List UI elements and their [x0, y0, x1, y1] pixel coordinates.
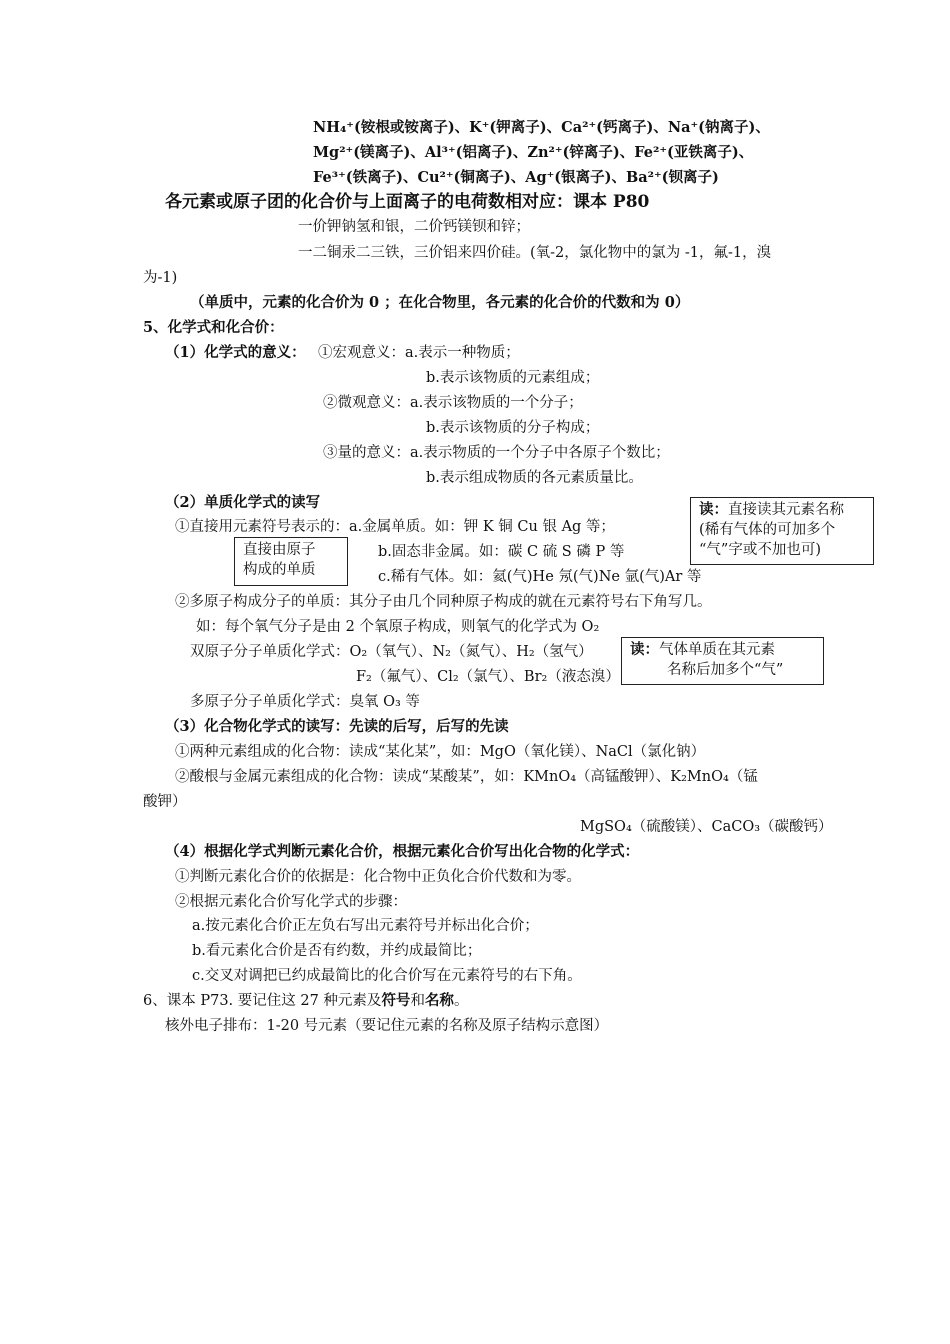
valence-heading: 各元素或原子团的化合价与上面离子的电荷数相对应：课本 P80 [165, 192, 650, 212]
s5-p3-title: （3）化合物化学式的读写：先读的后写，后写的先读 [165, 718, 509, 735]
s5-p1-title: （1）化学式的意义： [165, 344, 306, 361]
section-6-symbol: 符号 [381, 992, 411, 1009]
s5-p3-acid-examples: MgSO₄（硫酸镁）、CaCO₃（碳酸钙） [580, 819, 833, 835]
read-gas-box [621, 637, 824, 685]
valence-rule: （单质中，元素的化合价为 0 ；在化合物里，各元素的化合价的代数和为 0） [190, 294, 690, 311]
section-6-electrons: 核外电子排布：1-20 号元素（要记住元素的名称及原子结构示意图） [165, 1018, 609, 1034]
read-gas-box-line-1: 气体单质在其元素 [659, 642, 775, 658]
valence-rhyme-1: 一价钾钠氢和银，二价钙镁钡和锌； [298, 219, 530, 235]
s5-p4-step-a: a.按元素化合价正左负右写出元素符号并标出化合价； [192, 918, 539, 934]
read-name-box [690, 497, 874, 565]
section-6-end: 。 [453, 993, 469, 1009]
s5-p4-step-c: c.交叉对调把已约成最简比的化合价写在元素符号的右下角。 [192, 968, 582, 984]
s5-p3-acid: ②酸根与金属元素组成的化合物：读成“某酸某”，如：KMnO₄（高锰酸钾）、K₂MnO₄（锰 [175, 769, 758, 785]
read-gas-box-label: 读： [630, 641, 659, 658]
ion-list-line-3: Fe³⁺(铁离子)、Cu²⁺(铜离子)、Ag⁺(银离子)、Ba²⁺(钡离子) [313, 169, 719, 186]
s5-p2-poly: 多原子分子单质化学式：臭氧 O₃ 等 [190, 694, 420, 710]
read-gas-box-line-2: 名称后加多个“气” [667, 662, 784, 678]
s5-p2-noble: c.稀有气体。如：氦(气)He 氖(气)Ne 氩(气)Ar 等 [378, 569, 702, 585]
read-name-box-label: 读： [699, 501, 728, 518]
direct-atom-box-line-1: 直接由原子 [243, 542, 316, 558]
ion-list-line-1: NH₄⁺(铵根或铵离子)、K⁺(钾离子)、Ca²⁺(钙离子)、Na⁺(钠离子)、 [313, 119, 770, 136]
s5-p2-nonmetal: b.固态非金属。如：碳 C 硫 S 磷 P 等 [378, 544, 625, 560]
s5-p2-multi: ②多原子构成分子的单质：其分子由几个同种原子构成的就在元素符号右下角写几。 [175, 594, 712, 610]
s5-p1-macro: ①宏观意义：a.表示一种物质； [318, 345, 520, 361]
s5-p1-macro-b: b.表示该物质的元素组成； [426, 370, 600, 386]
section-6-name: 名称 [424, 992, 454, 1009]
s5-p2-diatomic-2: F₂（氟气）、Cl₂（氯气）、Br₂（液态溴） [356, 669, 620, 685]
section-5-title: 5、化学式和化合价： [143, 319, 284, 336]
s5-p3-two: ①两种元素组成的化合物：读成“某化某”，如：MgO（氧化镁）、NaCl（氯化钠） [175, 744, 706, 760]
read-name-box-line-1: 直接读其元素名称 [728, 502, 844, 518]
s5-p3-acid-cont: 酸钾） [143, 794, 187, 810]
valence-rhyme-2-cont: 为-1) [143, 270, 178, 286]
direct-atom-box [234, 537, 348, 586]
s5-p4-step-b: b.看元素化合价是否有约数，并约成最简比； [192, 943, 482, 959]
read-name-box-line-3: “气”字或不加也可) [699, 542, 821, 558]
read-name-box-line-2: (稀有气体的可加多个 [699, 522, 836, 538]
s5-p2-diatomic-1: 双原子分子单质化学式：O₂（氧气）、N₂（氮气）、H₂（氢气） [190, 644, 593, 660]
valence-rhyme-2: 一二铜汞二三铁，三价铝来四价硅。(氧-2，氯化物中的氯为 -1，氟-1，溴 [298, 245, 772, 261]
s5-p4-title: （4）根据化学式判断元素化合价，根据元素化合价写出化合物的化学式： [165, 843, 640, 860]
s5-p4-basis: ①判断元素化合价的依据是：化合物中正负化合价代数和为零。 [175, 869, 581, 885]
s5-p1-quant-b: b.表示组成物质的各元素质量比。 [426, 470, 643, 486]
s5-p1-micro: ②微观意义：a.表示该物质的一个分子； [323, 395, 583, 411]
ion-list-line-2: Mg²⁺(镁离子)、Al³⁺(铝离子)、Zn²⁺(锌离子)、Fe²⁺(亚铁离子)、 [313, 144, 754, 161]
s5-p1-quant: ③量的意义：a.表示物质的一个分子中各原子个数比； [323, 445, 670, 461]
section-6-line [143, 991, 468, 1011]
s5-p2-direct: ①直接用元素符号表示的：a.金属单质。如：钾 K 铜 Cu 银 Ag 等； [175, 519, 615, 535]
s5-p1-micro-b: b.表示该物质的分子构成； [426, 420, 600, 436]
s5-p2-title: （2）单质化学式的读写 [165, 494, 321, 511]
s5-p2-example: 如：每个氧气分子是由 2 个氧原子构成，则氧气的化学式为 O₂ [196, 619, 600, 635]
s5-p4-steps: ②根据元素化合价写化学式的步骤： [175, 894, 407, 910]
section-6-and: 和 [410, 993, 425, 1009]
direct-atom-box-line-2: 构成的单质 [243, 562, 316, 578]
section-6-text: 6、课本 P73. 要记住这 27 种元素及 [143, 993, 382, 1009]
